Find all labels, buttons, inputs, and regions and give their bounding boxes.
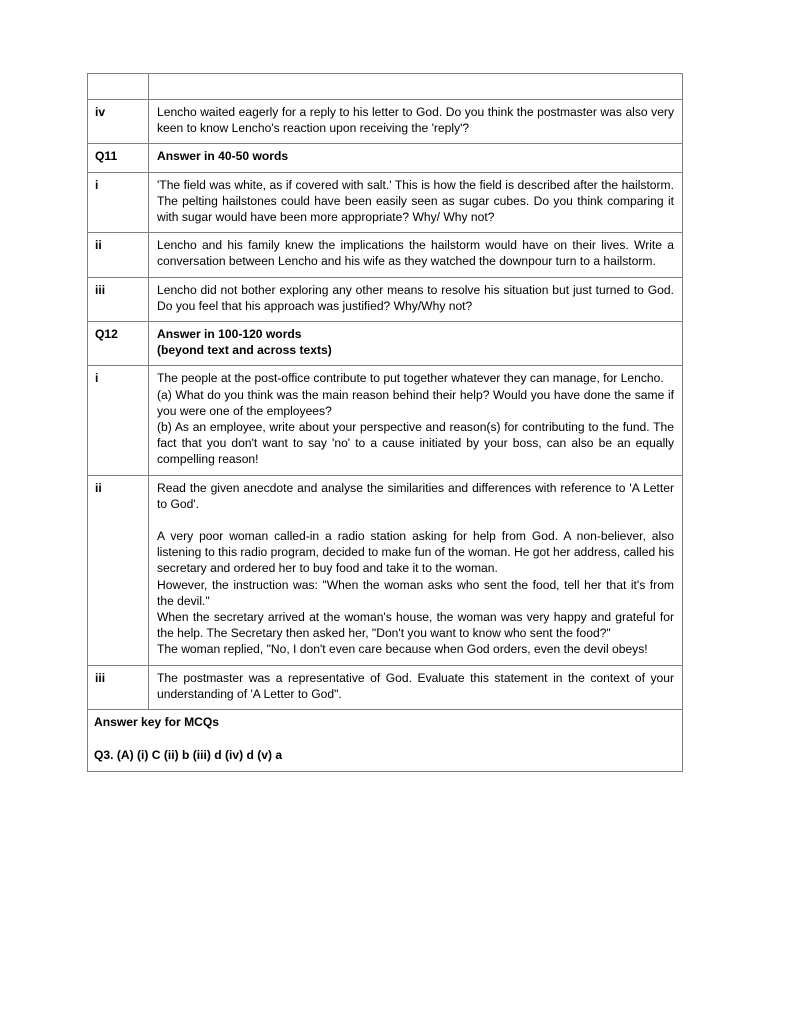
- row-label: [88, 74, 149, 100]
- table-row: [88, 322, 683, 366]
- paragraph: Lencho and his family knew the implications the hailstorm would have on their lives. Write a conversation between Lencho and his wife as they watched the downpour turn to a hailstorm.: [157, 238, 674, 269]
- row-body: [149, 144, 683, 172]
- row-body: [149, 322, 683, 366]
- row-body: [149, 233, 683, 277]
- paragraph: The people at the post-office contribute to put together whatever they can manage, for Lencho.: [157, 371, 664, 386]
- paragraph: (a) What do you think was the main reason behind their help? Would you have done the same if you were one of the employees?: [157, 387, 674, 418]
- paragraph: The postmaster was a representative of God. Evaluate this statement in the context of your understanding of 'A Letter to God".: [157, 670, 674, 701]
- row-body: [149, 74, 683, 100]
- answer-key-heading: Answer key for MCQs: [94, 715, 220, 730]
- questions-table: [87, 73, 683, 772]
- answer-key-gap: [94, 730, 676, 747]
- paragraph: (b) As an employee, write about your perspective and reason(s) for contributing to the fund. The fact that you don't want to say 'no' to a cause initiated by your boss, can also be an equally compelling reason!: [157, 420, 674, 467]
- paragraph: Lencho waited eagerly for a reply to his letter to God. Do you think the postmaster was also very keen to know Lencho's reaction upon receiving the 'reply'?: [157, 105, 674, 136]
- table-row: [88, 366, 683, 475]
- answer-key-row: [88, 710, 683, 771]
- row-label: ii: [88, 475, 149, 665]
- table-body: [88, 74, 683, 772]
- row-label: i: [88, 366, 149, 475]
- table-row: [88, 144, 683, 172]
- table-row: [88, 277, 683, 321]
- paragraph: Answer in 40-50 words: [157, 149, 289, 164]
- row-label: i: [88, 172, 149, 233]
- row-label: ii: [88, 233, 149, 277]
- row-body: [149, 277, 683, 321]
- paragraph: (beyond text and across texts): [157, 343, 332, 358]
- row-label: iv: [88, 100, 149, 144]
- row-label: iii: [88, 277, 149, 321]
- table-row: [88, 100, 683, 144]
- table-row: [88, 665, 683, 709]
- paragraph: 'The field was white, as if covered with salt.' This is how the field is described after the hailstorm. The pelting hailstones could have been easily seen as sugar cubes. Do you think comparing it with sugar would have been more appropriate? Why/ Why not?: [157, 177, 674, 225]
- paragraph: Read the given anecdote and analyse the similarities and differences with reference to 'A Letter to God'.: [157, 480, 674, 511]
- paragraph: Lencho did not bother exploring any other means to resolve his situation but just turned to God. Do you feel that his approach was justified? Why/Why not?: [157, 282, 674, 313]
- row-label: Q12: [88, 322, 149, 366]
- row-body: [149, 475, 683, 665]
- table-row: [88, 74, 683, 100]
- row-body: [149, 366, 683, 475]
- answer-key-line: Q3. (A) (i) C (ii) b (iii) d (iv) d (v) a: [94, 748, 283, 763]
- answer-key-cell: [88, 710, 683, 771]
- table-row: [88, 172, 683, 233]
- row-body: [149, 100, 683, 144]
- table-row: [88, 475, 683, 665]
- paragraph-gap: [157, 512, 674, 528]
- row-label: iii: [88, 665, 149, 709]
- paragraph: The woman replied, "No, I don't even care because when God orders, even the devil obeys!: [157, 642, 648, 657]
- row-label: Q11: [88, 144, 149, 172]
- row-body: [149, 172, 683, 233]
- table-row: [88, 233, 683, 277]
- paragraph: A very poor woman called-in a radio station asking for help from God. A non-believer, also listening to this radio program, decided to make fun of the woman. He got her address, called his secretary and ordered her to buy food and take it to the woman.: [157, 529, 674, 576]
- paragraph: Answer in 100-120 words: [157, 327, 302, 342]
- row-body: [149, 665, 683, 709]
- paragraph: However, the instruction was: "When the woman asks who sent the food, tell her that it's from the devil.": [157, 577, 674, 608]
- paragraph: When the secretary arrived at the woman's house, the woman was very happy and grateful for the help. The Secretary then asked her, "Don't you want to know who sent the food?": [157, 610, 674, 641]
